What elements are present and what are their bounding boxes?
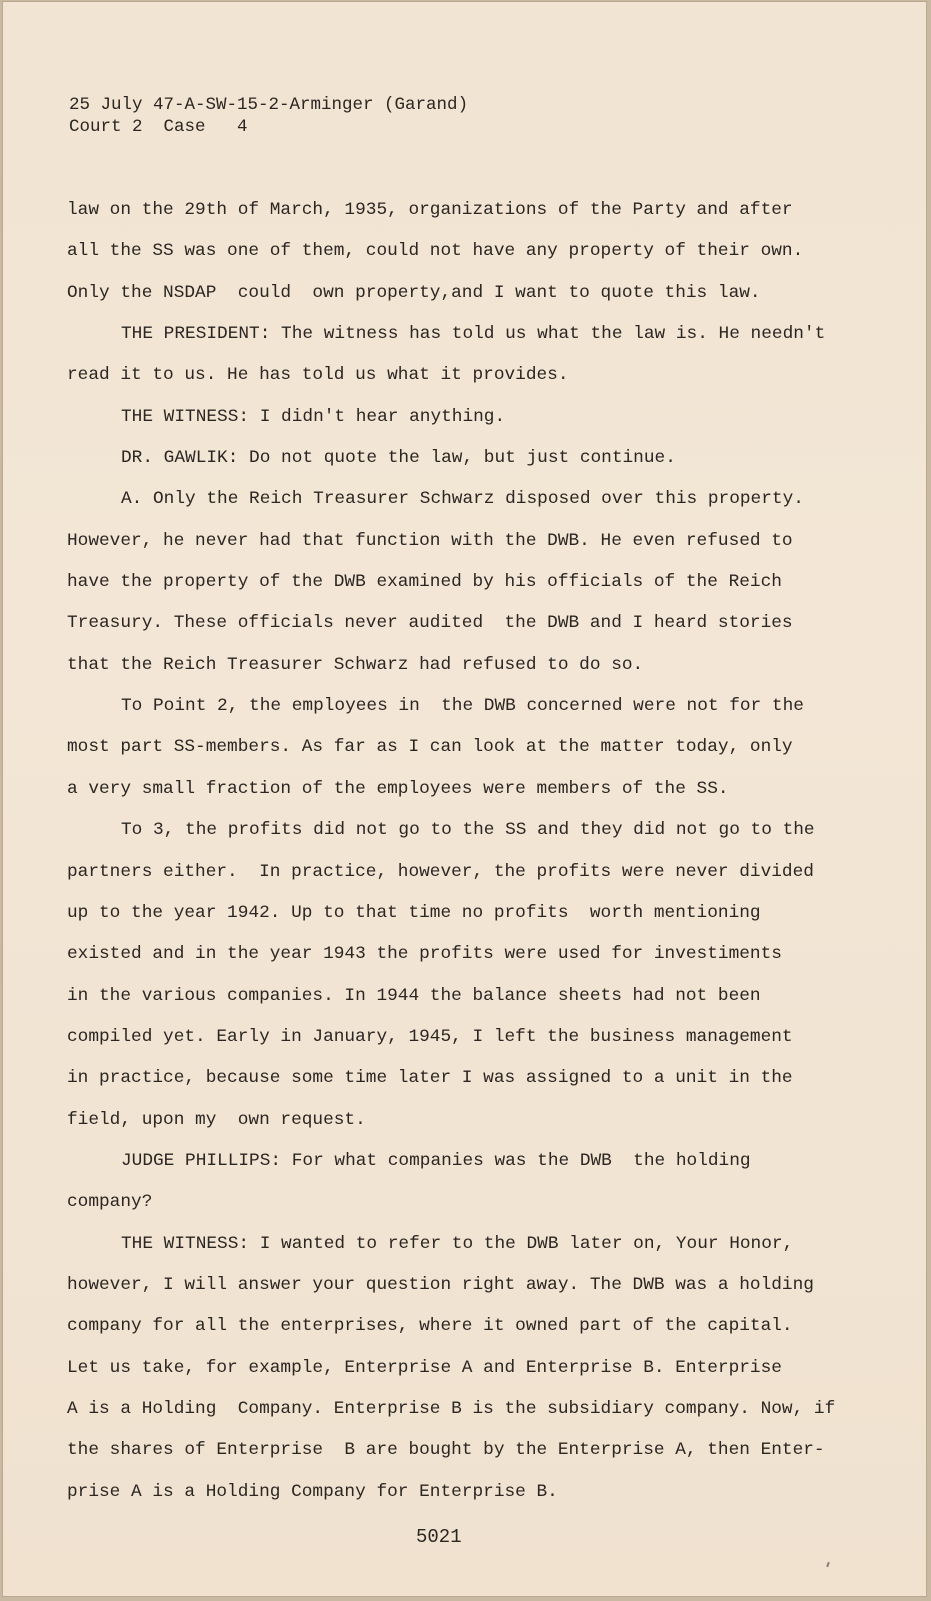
text-line: partners either. In practice, however, the profits were never divided	[67, 861, 814, 882]
text-line: field, upon my own request.	[67, 1109, 366, 1130]
text-line: compiled yet. Early in January, 1945, I left the business management	[67, 1026, 793, 1047]
header-court-case: Court 2 Case 4	[69, 117, 248, 137]
document-page	[2, 1, 927, 1597]
text-line: However, he never had that function with the DWB. He even refused to	[67, 530, 793, 551]
text-line: most part SS-members. As far as I can look at the matter today, only	[67, 737, 793, 758]
text-line: To Point 2, the employees in the DWB concerned were not for the	[121, 696, 804, 717]
text-line: existed and in the year 1943 the profits were used for investiments	[67, 944, 782, 965]
header-date-line: 25 July 47-A-SW-15-2-Arminger (Garand)	[69, 95, 469, 115]
text-line: A. Only the Reich Treasurer Schwarz disposed over this property.	[121, 489, 804, 510]
text-line: up to the year 1942. Up to that time no profits worth mentioning	[67, 902, 761, 923]
text-line: read it to us. He has told us what it provides.	[67, 365, 569, 386]
text-line: the shares of Enterprise B are bought by the Enterprise A, then Enter-	[67, 1440, 825, 1461]
document-header	[69, 94, 468, 138]
text-line: To 3, the profits did not go to the SS and they did not go to the	[121, 820, 815, 841]
text-line: Only the NSDAP could own property,and I want to quote this law.	[67, 282, 761, 303]
text-line: company?	[67, 1192, 153, 1213]
text-line: DR. GAWLIK: Do not quote the law, but just continue.	[121, 448, 676, 469]
page-number: 5021	[416, 1526, 462, 1548]
text-line: that the Reich Treasurer Schwarz had refused to do so.	[67, 654, 644, 675]
text-line: have the property of the DWB examined by his officials of the Reich	[67, 572, 782, 593]
text-line: in the various companies. In 1944 the balance sheets had not been	[67, 985, 761, 1006]
text-line: THE WITNESS: I wanted to refer to the DWB later on, Your Honor,	[121, 1233, 794, 1254]
text-line: company for all the enterprises, where it owned part of the capital.	[67, 1316, 793, 1337]
text-line: A is a Holding Company. Enterprise B is the subsidiary company. Now, if	[67, 1398, 836, 1419]
text-line: law on the 29th of March, 1935, organizations of the Party and after	[67, 200, 793, 220]
text-line: prise A is a Holding Company for Enterprise B.	[67, 1481, 558, 1502]
transcript-body	[67, 198, 836, 1521]
text-line: Treasury. These officials never audited the DWB and I heard stories	[67, 613, 793, 634]
paper-mark	[826, 1562, 830, 1567]
text-line: all the SS was one of them, could not have any property of their own.	[67, 241, 804, 262]
text-line: Let us take, for example, Enterprise A and Enterprise B. Enterprise	[67, 1357, 782, 1378]
text-line: THE PRESIDENT: The witness has told us what the law is. He needn't	[121, 324, 826, 345]
text-line: however, I will answer your question right away. The DWB was a holding	[67, 1274, 814, 1295]
text-line: THE WITNESS: I didn't hear anything.	[121, 406, 506, 427]
text-line: a very small fraction of the employees were members of the SS.	[67, 778, 729, 799]
text-line: in practice, because some time later I was assigned to a unit in the	[67, 1068, 793, 1089]
text-line: JUDGE PHILLIPS: For what companies was the DWB the holding	[121, 1150, 751, 1171]
